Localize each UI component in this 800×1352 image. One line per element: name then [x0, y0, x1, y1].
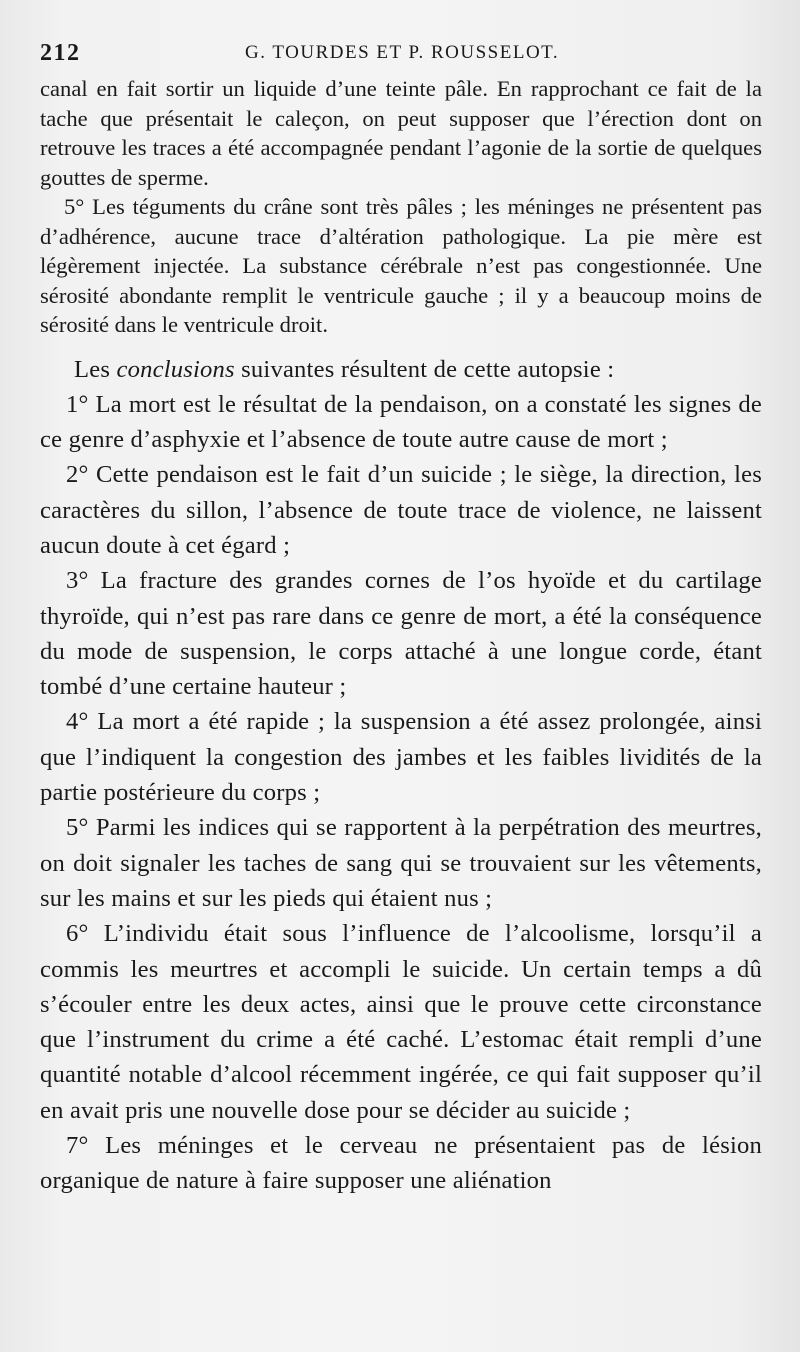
intro-text-after: suivantes résultent de cette autopsie :	[234, 355, 615, 383]
conclusion-3: 3° La fracture des grandes cornes de l’os hyoïde et du cartilage thyroïde, qui n’est pas rare dans ce genre de mort, a été la conséquence du mode de suspension, le corps attaché à une longue corde, étant tombé d’une certaine hauteur ;	[40, 567, 762, 701]
conclusion-6: 6° L’individu était sous l’influence de l’alcoolisme, lorsqu’il a commis les meurtres et accompli le suicide. Un certain temps a dû s’écouler entre les deux actes, ainsi que le prouve cette circonstance que l’instrument du crime a été caché. L’estomac était rempli d’une quantité notable d’alcool récemment ingérée, ce qui fait supposer qu’il en avait pris une nouvelle dose pour se décider au suicide ;	[40, 920, 762, 1124]
intro-emphasis: conclusions	[116, 355, 235, 383]
conclusions-section	[40, 352, 762, 1199]
conclusion-1: 1° La mort est le résultat de la pendaison, on a constaté les signes de ce genre d’asphyxie et l’absence de toute autre cause de mort ;	[40, 390, 762, 454]
paragraph-canal: canal en fait sortir un liquide d’une teinte pâle. En rapprochant ce fait de la tache que présentait le caleçon, on peut supposer que l’érection dont on retrouve les traces a été accompagnée pendant l’agonie de la sortie de quelques gouttes de sperme.	[40, 76, 762, 190]
autopsy-findings	[40, 74, 762, 340]
page-number: 212	[40, 40, 81, 66]
conclusion-7: 7° Les méninges et le cerveau ne présentaient pas de lésion organique de nature à faire supposer une aliénation	[40, 1132, 762, 1195]
running-title: G. TOURDES ET P. ROUSSELOT.	[245, 42, 560, 63]
conclusion-2: 2° Cette pendaison est le fait d’un suicide ; le siège, la direction, les caractères du sillon, l’absence de toute trace de violence, ne laissent aucun doute à cet égard ;	[40, 461, 762, 559]
conclusions-intro	[40, 352, 762, 387]
running-header	[40, 36, 762, 74]
paragraph-teguments: 5° Les téguments du crâne sont très pâles ; les méninges ne présentent pas d’adhérence, aucune trace d’altération pathologique. La pie mère est légèrement injectée. La substance cérébrale n’est pas congestionnée. Une sérosité abondante remplit le ventricule gauche ; il y a beaucoup moins de sérosité dans le ventricule droit.	[40, 194, 762, 337]
conclusion-4: 4° La mort a été rapide ; la suspension a été assez prolongée, ainsi que l’indiquent la congestion des jambes et les faibles lividités de la partie postérieure du corps ;	[40, 708, 762, 807]
conclusion-5: 5° Parmi les indices qui se rapportent à la perpétration des meurtres, on doit signaler les taches de sang qui se trouvaient sur les vêtements, sur les mains et sur les pieds qui étaient nus ;	[40, 814, 762, 912]
intro-text-before: Les	[74, 355, 117, 383]
